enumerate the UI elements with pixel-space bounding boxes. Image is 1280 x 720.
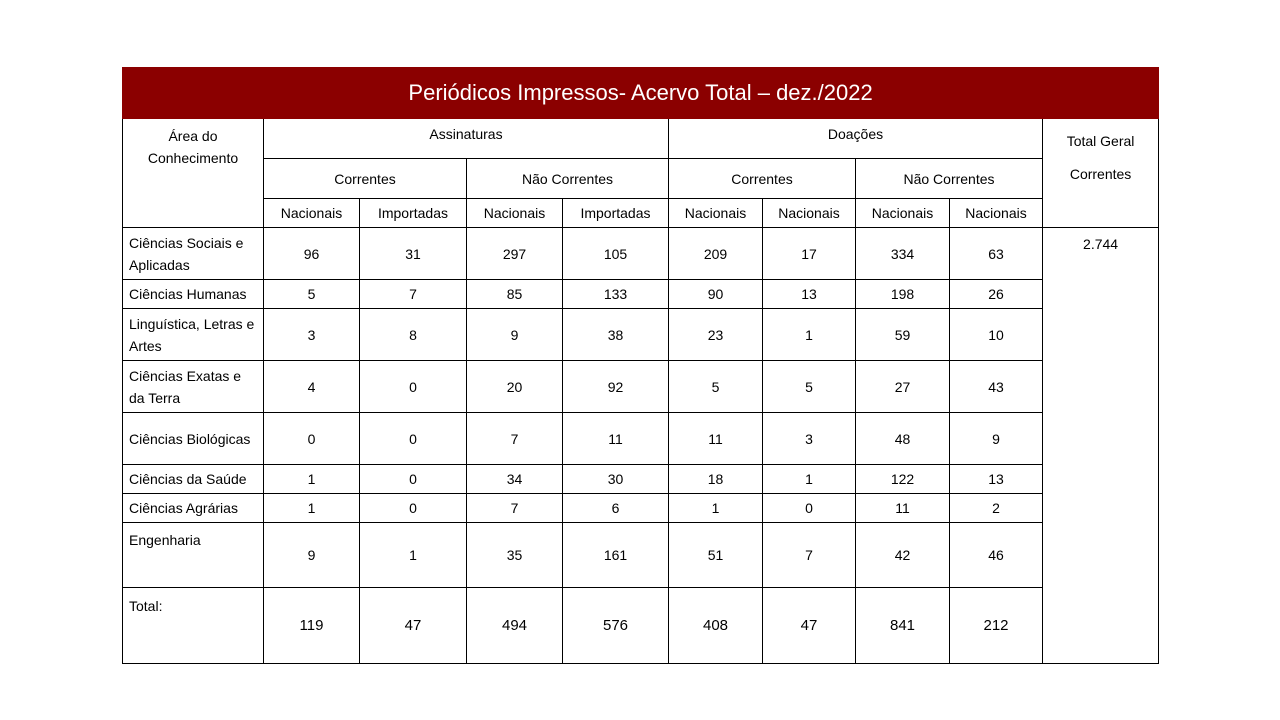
cell-value: 0 — [360, 494, 467, 523]
total-value: 841 — [856, 588, 950, 664]
header-assinaturas-correntes: Correntes — [264, 159, 467, 199]
cell-value: 161 — [563, 523, 669, 588]
cell-value: 4 — [264, 361, 360, 413]
row-area-label: Linguística, Letras e Artes — [123, 309, 264, 361]
header-doacoes: Doações — [669, 119, 1043, 159]
header-doacoes-correntes: Correntes — [669, 159, 856, 199]
total-label: Total: — [123, 588, 264, 664]
table-row — [123, 494, 1159, 523]
total-value: 408 — [669, 588, 763, 664]
cell-value: 5 — [264, 280, 360, 309]
cell-value: 20 — [467, 361, 563, 413]
total-value: 494 — [467, 588, 563, 664]
header-area: Área do Conhecimento — [123, 119, 264, 228]
total-value: 212 — [950, 588, 1043, 664]
cell-value: 11 — [856, 494, 950, 523]
cell-value: 198 — [856, 280, 950, 309]
column-header: Nacionais — [950, 199, 1043, 228]
cell-value: 3 — [264, 309, 360, 361]
cell-value: 9 — [950, 413, 1043, 465]
cell-value: 1 — [360, 523, 467, 588]
collection-table — [122, 67, 1159, 664]
row-area-label: Ciências Sociais e Aplicadas — [123, 228, 264, 280]
row-area-label: Ciências Biológicas — [123, 413, 264, 465]
cell-value: 13 — [763, 280, 856, 309]
cell-value: 1 — [669, 494, 763, 523]
cell-value: 13 — [950, 465, 1043, 494]
table-row — [123, 280, 1159, 309]
cell-value: 34 — [467, 465, 563, 494]
row-area-label: Engenharia — [123, 523, 264, 588]
table-row — [123, 361, 1159, 413]
cell-value: 209 — [669, 228, 763, 280]
cell-value: 63 — [950, 228, 1043, 280]
column-header: Nacionais — [763, 199, 856, 228]
cell-value: 0 — [360, 413, 467, 465]
cell-value: 30 — [563, 465, 669, 494]
total-row — [123, 588, 1159, 664]
cell-value: 92 — [563, 361, 669, 413]
cell-value: 7 — [467, 494, 563, 523]
table-row — [123, 413, 1159, 465]
cell-value: 85 — [467, 280, 563, 309]
cell-value: 133 — [563, 280, 669, 309]
row-area-label: Ciências Exatas e da Terra — [123, 361, 264, 413]
column-header: Nacionais — [856, 199, 950, 228]
row-area-label: Ciências Humanas — [123, 280, 264, 309]
cell-value: 59 — [856, 309, 950, 361]
cell-value: 122 — [856, 465, 950, 494]
total-geral-value: 2.744 — [1043, 228, 1159, 664]
header-assinaturas: Assinaturas — [264, 119, 669, 159]
cell-value: 11 — [669, 413, 763, 465]
cell-value: 9 — [264, 523, 360, 588]
header-total-geral: Total Geral Correntes — [1043, 119, 1159, 228]
header-doacoes-nao-correntes: Não Correntes — [856, 159, 1043, 199]
column-header: Nacionais — [467, 199, 563, 228]
header-assinaturas-nao-correntes: Não Correntes — [467, 159, 669, 199]
column-header: Importadas — [563, 199, 669, 228]
total-value: 119 — [264, 588, 360, 664]
cell-value: 17 — [763, 228, 856, 280]
cell-value: 23 — [669, 309, 763, 361]
cell-value: 31 — [360, 228, 467, 280]
cell-value: 46 — [950, 523, 1043, 588]
cell-value: 297 — [467, 228, 563, 280]
cell-value: 105 — [563, 228, 669, 280]
cell-value: 27 — [856, 361, 950, 413]
cell-value: 1 — [264, 465, 360, 494]
cell-value: 7 — [467, 413, 563, 465]
cell-value: 1 — [763, 309, 856, 361]
cell-value: 1 — [264, 494, 360, 523]
cell-value: 6 — [563, 494, 669, 523]
cell-value: 96 — [264, 228, 360, 280]
cell-value: 0 — [763, 494, 856, 523]
cell-value: 42 — [856, 523, 950, 588]
cell-value: 90 — [669, 280, 763, 309]
column-header: Nacionais — [669, 199, 763, 228]
table-row — [123, 465, 1159, 494]
cell-value: 7 — [763, 523, 856, 588]
cell-value: 10 — [950, 309, 1043, 361]
cell-value: 43 — [950, 361, 1043, 413]
cell-value: 18 — [669, 465, 763, 494]
cell-value: 2 — [950, 494, 1043, 523]
table-row — [123, 309, 1159, 361]
cell-value: 334 — [856, 228, 950, 280]
cell-value: 0 — [264, 413, 360, 465]
total-value: 576 — [563, 588, 669, 664]
column-header: Nacionais — [264, 199, 360, 228]
cell-value: 38 — [563, 309, 669, 361]
cell-value: 8 — [360, 309, 467, 361]
column-header: Importadas — [360, 199, 467, 228]
cell-value: 48 — [856, 413, 950, 465]
cell-value: 11 — [563, 413, 669, 465]
cell-value: 35 — [467, 523, 563, 588]
cell-value: 1 — [763, 465, 856, 494]
total-value: 47 — [360, 588, 467, 664]
cell-value: 51 — [669, 523, 763, 588]
cell-value: 3 — [763, 413, 856, 465]
table-title: Periódicos Impressos- Acervo Total – dez./2022 — [123, 68, 1159, 119]
cell-value: 7 — [360, 280, 467, 309]
total-value: 47 — [763, 588, 856, 664]
cell-value: 0 — [360, 465, 467, 494]
cell-value: 9 — [467, 309, 563, 361]
row-area-label: Ciências da Saúde — [123, 465, 264, 494]
cell-value: 5 — [763, 361, 856, 413]
table-row — [123, 228, 1159, 280]
cell-value: 26 — [950, 280, 1043, 309]
cell-value: 5 — [669, 361, 763, 413]
row-area-label: Ciências Agrárias — [123, 494, 264, 523]
cell-value: 0 — [360, 361, 467, 413]
table-row — [123, 523, 1159, 588]
